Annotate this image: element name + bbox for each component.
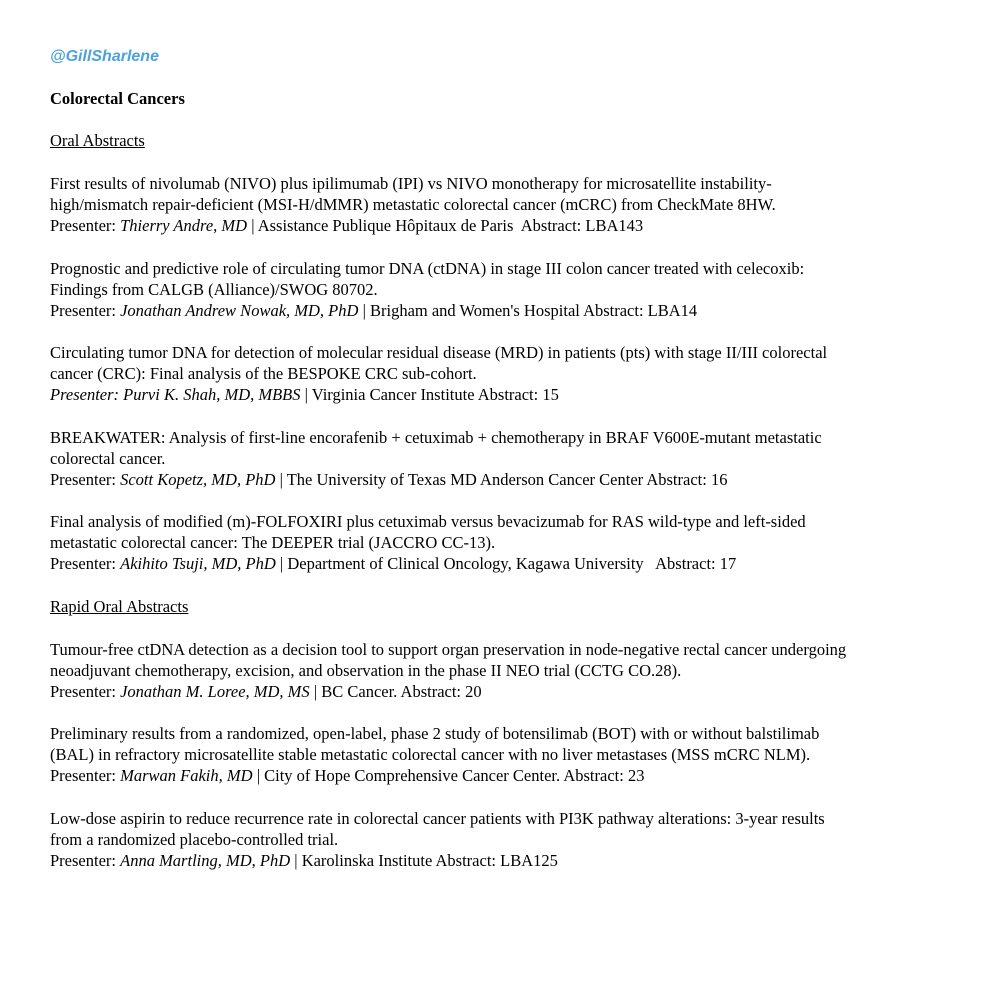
- presenter-affiliation: | The University of Texas MD Anderson Cancer Center Abstract: 16: [275, 470, 728, 490]
- abstract-entry: [50, 258, 950, 322]
- page-title: Colorectal Cancers: [50, 89, 185, 108]
- section-heading-rapid-oral-abstracts: Rapid Oral Abstracts: [50, 597, 189, 616]
- presenter-line: [50, 553, 950, 574]
- abstract-title-line: metastatic colorectal cancer: The DEEPER trial (JACCRO CC-13).: [50, 533, 496, 553]
- presenter-affiliation: | Assistance Publique Hôpitaux de Paris Abstract: LBA143: [247, 216, 644, 236]
- abstract-title-line: BREAKWATER: Analysis of first-line encorafenib + cetuximab + chemotherapy in BRAF V600E-mutant metastatic: [50, 428, 822, 447]
- abstract-title-line: from a randomized placebo-controlled trial.: [50, 830, 339, 850]
- abstract-title-line: Findings from CALGB (Alliance)/SWOG 80702.: [50, 280, 378, 300]
- presenter-line: [50, 300, 950, 321]
- section-heading-oral-abstracts: Oral Abstracts: [50, 131, 145, 150]
- abstract-title-line: Prognostic and predictive role of circulating tumor DNA (ctDNA) in stage III colon cancer treated with celecoxib:: [50, 259, 805, 278]
- abstract-title-line: Tumour-free ctDNA detection as a decision tool to support organ preservation in node-negative rectal cancer undergoing: [50, 640, 847, 659]
- presenter-name: Purvi K. Shah, MD, MBBS: [123, 385, 301, 405]
- abstract-title-line: colorectal cancer.: [50, 449, 166, 469]
- presenter-label: Presenter:: [50, 682, 121, 702]
- abstract-title-line: First results of nivolumab (NIVO) plus ipilimumab (IPI) vs NIVO monotherapy for microsatellite instability-: [50, 174, 772, 193]
- abstract-entry: [50, 639, 950, 703]
- presenter-line: [50, 384, 950, 405]
- presenter-affiliation: | Department of Clinical Oncology, Kagawa University Abstract: 17: [275, 554, 737, 574]
- presenter-label: Presenter:: [50, 766, 121, 786]
- abstract-title-line: Final analysis of modified (m)-FOLFOXIRI plus cetuximab versus bevacizumab for RAS wild-type and left-sided: [50, 512, 806, 531]
- abstract-entry: [50, 723, 950, 787]
- presenter-name: Marwan Fakih, MD: [120, 766, 253, 786]
- presenter-affiliation: | Karolinska Institute Abstract: LBA125: [290, 851, 558, 871]
- presenter-label: Presenter:: [50, 301, 121, 321]
- presenter-name: Jonathan M. Loree, MD, MS: [120, 682, 310, 702]
- presenter-affiliation: | BC Cancer. Abstract: 20: [309, 682, 482, 702]
- abstract-entry: [50, 511, 950, 575]
- presenter-line: [50, 469, 950, 490]
- abstract-entry: [50, 173, 950, 237]
- presenter-name: Scott Kopetz, MD, PhD: [120, 470, 276, 490]
- abstract-entry: [50, 427, 950, 491]
- presenter-label: Presenter:: [50, 216, 121, 236]
- abstract-title-line: high/mismatch repair-deficient (MSI-H/dMMR) metastatic colorectal cancer (mCRC) from CheckMate 8HW.: [50, 195, 776, 215]
- presenter-label: Presenter:: [50, 554, 121, 574]
- presenter-line: [50, 850, 950, 871]
- presenter-affiliation: | Virginia Cancer Institute Abstract: 15: [300, 385, 559, 405]
- abstract-title-line: Preliminary results from a randomized, open-label, phase 2 study of botensilimab (BOT) with or without balstilimab: [50, 724, 820, 743]
- abstract-entry: [50, 342, 950, 406]
- presenter-affiliation: | Brigham and Women's Hospital Abstract: LBA14: [358, 301, 698, 321]
- presenter-label: Presenter:: [50, 385, 124, 405]
- abstract-title-line: cancer (CRC): Final analysis of the BESPOKE CRC sub-cohort.: [50, 364, 477, 384]
- abstract-title-line: Circulating tumor DNA for detection of molecular residual disease (MRD) in patients (pts) with stage II/III colorectal: [50, 343, 828, 362]
- presenter-name: Akihito Tsuji, MD, PhD: [120, 554, 276, 574]
- presenter-line: [50, 681, 950, 702]
- presenter-name: Jonathan Andrew Nowak, MD, PhD: [120, 301, 359, 321]
- presenter-label: Presenter:: [50, 470, 121, 490]
- author-handle: @GillSharlene: [50, 48, 159, 65]
- abstract-title-line: neoadjuvant chemotherapy, excision, and observation in the phase II NEO trial (CCTG CO.28).: [50, 661, 682, 681]
- presenter-affiliation: | City of Hope Comprehensive Cancer Center. Abstract: 23: [252, 766, 645, 786]
- abstract-title-line: Low-dose aspirin to reduce recurrence rate in colorectal cancer patients with PI3K pathway alterations: 3-year results: [50, 809, 825, 828]
- presenter-line: [50, 215, 950, 236]
- abstract-title-line: (BAL) in refractory microsatellite stable metastatic colorectal cancer with no liver metastases (MSS mCRC NLM).: [50, 745, 811, 765]
- presenter-label: Presenter:: [50, 851, 121, 871]
- abstract-entry: [50, 808, 950, 872]
- presenter-name: Thierry Andre, MD: [120, 216, 248, 236]
- presenter-name: Anna Martling, MD, PhD: [120, 851, 291, 871]
- presenter-line: [50, 765, 950, 786]
